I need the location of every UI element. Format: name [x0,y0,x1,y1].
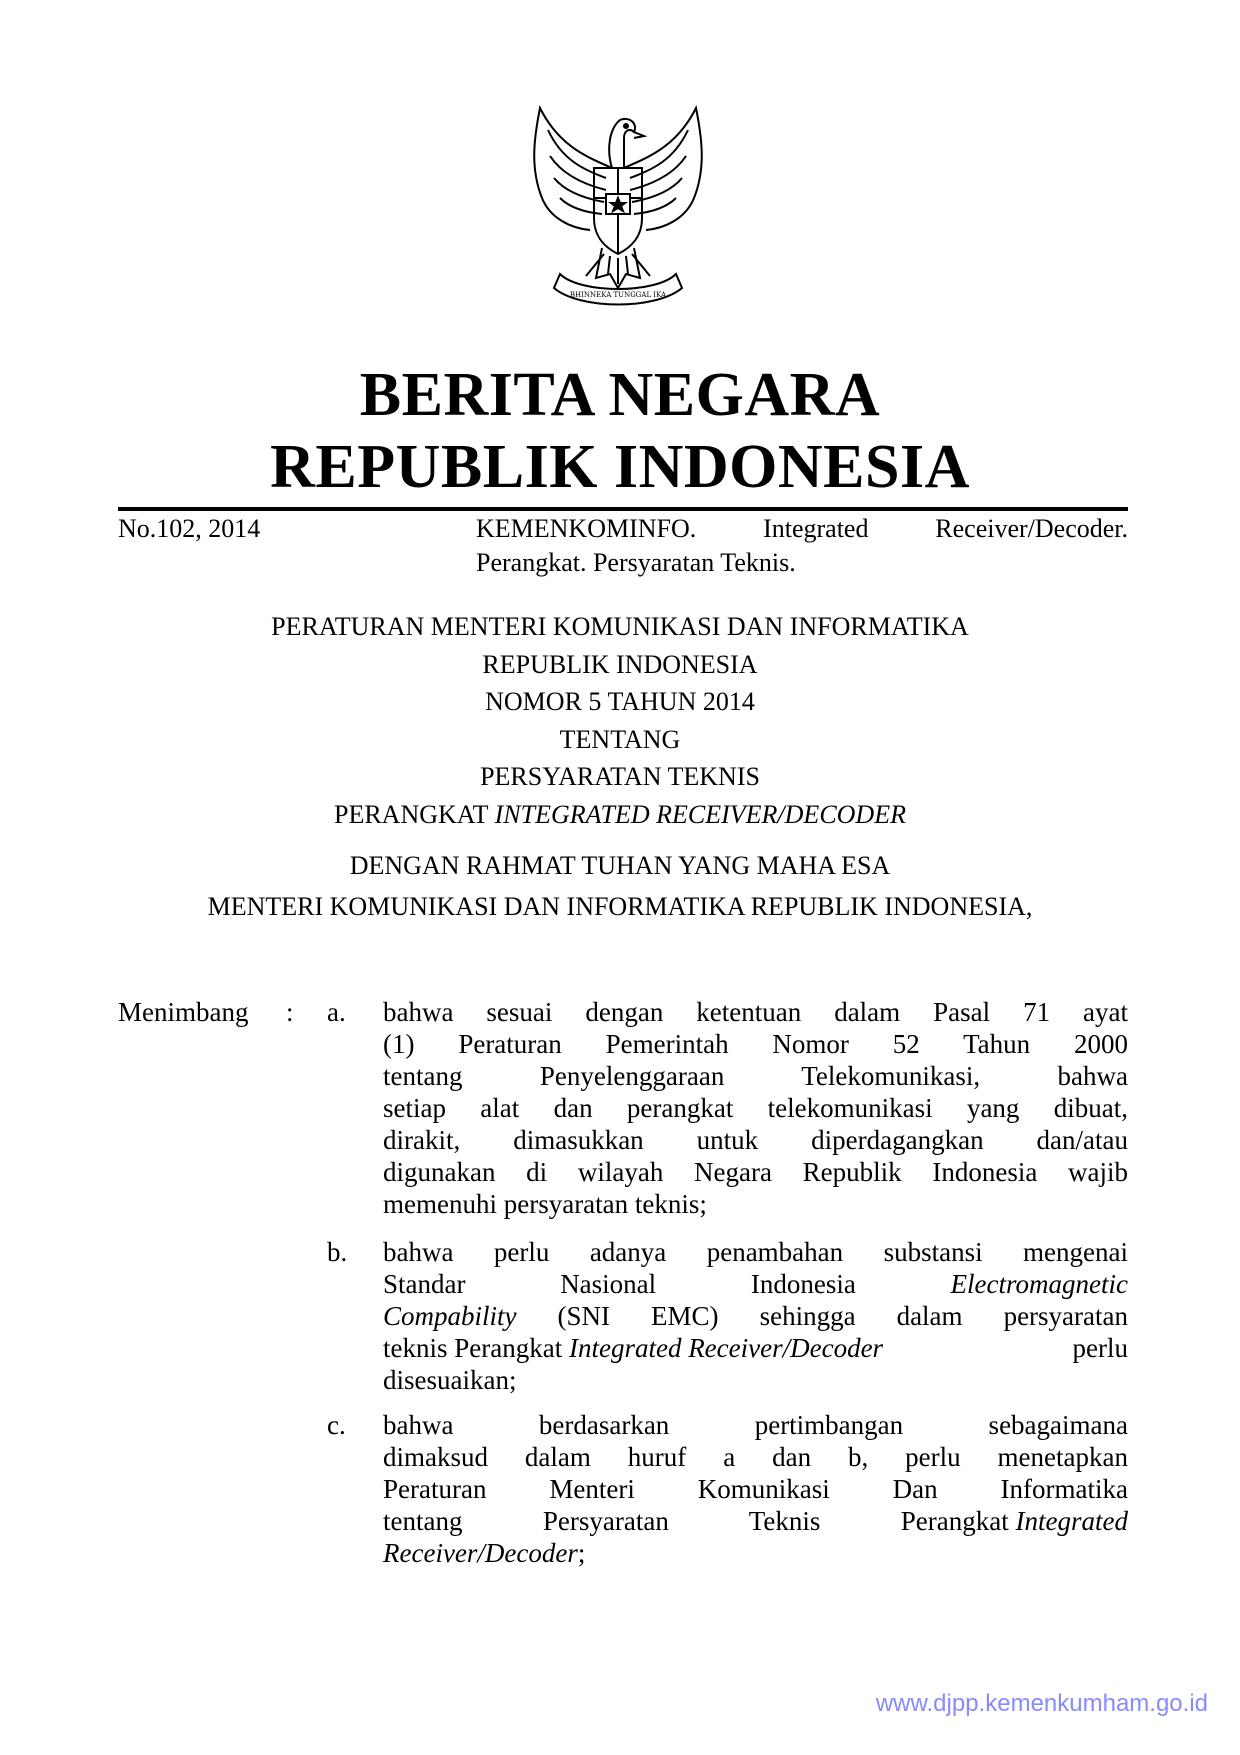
item-letter: b. [327,1237,348,1267]
regulation-title [0,608,1240,833]
item-word: Indonesia [750,1269,856,1299]
item-text-part: perlu [1065,1333,1128,1363]
item-line [383,1537,1128,1569]
considering-colon: : [286,997,294,1027]
gazette-subject [476,512,1128,580]
item-line [383,1332,1128,1364]
item-letter: c. [327,1410,346,1440]
item-line: bahwa perlu adanya penambahan substansi mengenai [383,1237,1128,1267]
source-watermark-link[interactable]: www.djpp.kemenkumham.go.id [875,1690,1208,1717]
regulation-title-line: REPUBLIK INDONESIA [482,649,758,679]
item-word-italic: Receiver/Decoder [383,1538,578,1568]
item-text [383,1409,1128,1569]
item-line: setiap alat dan perangkat telekomunikasi yang dibuat, [383,1093,1128,1123]
masthead-title-line2: REPUBLIK INDONESIA [270,433,970,501]
svg-text:BHINNEKA TUNGGAL IKA: BHINNEKA TUNGGAL IKA [569,291,667,299]
item-word: Nasional [560,1269,657,1299]
item-text-part: ; [577,1538,586,1568]
item-word-italic: Electromagnetic [950,1269,1128,1299]
regulation-number: NOMOR 5 TAHUN 2014 [485,687,755,716]
item-line [383,1268,1128,1300]
preamble-line: MENTERI KOMUNIKASI DAN INFORMATIKA REPUBLIK INDONESIA, [207,892,1033,921]
gazette-subject-line1: KEMENKOMINFO. Integrated Receiver/Decoder. [476,514,1128,543]
item-text-rest: (SNI EMC) sehingga dalam persyaratan [516,1301,1128,1331]
garuda-emblem-icon [520,98,716,314]
item-line: Peraturan Menteri Komunikasi Dan Informatika [383,1474,1128,1504]
item-line: digunakan di wilayah Negara Republik Indonesia wajib [383,1157,1128,1187]
item-letter: a. [327,997,346,1027]
considering-label: Menimbang [118,997,249,1027]
item-text-part: tentang Persyaratan Teknis Perangkat [383,1506,1016,1536]
regulation-title-line: PERSYARATAN TEKNIS [480,762,760,791]
preamble [0,845,1240,927]
item-line: tentang Penyelenggaraan Telekomunikasi, bahwa [383,1061,1128,1091]
item-line: (1) Peraturan Pemerintah Nomor 52 Tahun 2000 [383,1029,1128,1059]
preamble-line: DENGAN RAHMAT TUHAN YANG MAHA ESA [349,851,891,880]
item-line [383,1300,1128,1332]
item-text [383,996,1128,1220]
item-line: memenuhi persyaratan teknis; [383,1189,707,1219]
regulation-subject-prefix: PERANGKAT [334,799,495,829]
item-word: Standar [383,1269,466,1299]
item-line: bahwa berdasarkan pertimbangan sebagaimana [383,1410,1128,1440]
item-text [383,1236,1128,1396]
gazette-number: No.102, 2014 [118,514,261,543]
item-line: bahwa sesuai dengan ketentuan dalam Pasal 71 ayat [383,997,1128,1027]
item-word-italic: Compability [383,1301,517,1331]
regulation-subject [0,796,1240,834]
masthead-title-line1: BERITA NEGARA [359,361,881,429]
item-line: disesuaikan; [383,1365,517,1395]
regulation-title-line: PERATURAN MENTERI KOMUNIKASI DAN INFORMATIKA [271,612,969,641]
header-divider [118,507,1128,511]
item-line [383,1505,1128,1537]
item-text-part: teknis Perangkat [383,1333,569,1363]
item-line: dimaksud dalam huruf a dan b, perlu menetapkan [383,1442,1128,1472]
gazette-subject-line2: Perangkat. Persyaratan Teknis. [476,548,796,577]
regulation-subject-italic: INTEGRATED RECEIVER/DECODER [494,799,906,829]
item-word-italic: Integrated Receiver/Decoder [568,1333,884,1363]
item-word-italic: Integrated [1015,1506,1128,1536]
item-line: dirakit, dimasukkan untuk diperdagangkan dan/atau [383,1125,1128,1155]
regulation-title-line: TENTANG [559,724,681,754]
